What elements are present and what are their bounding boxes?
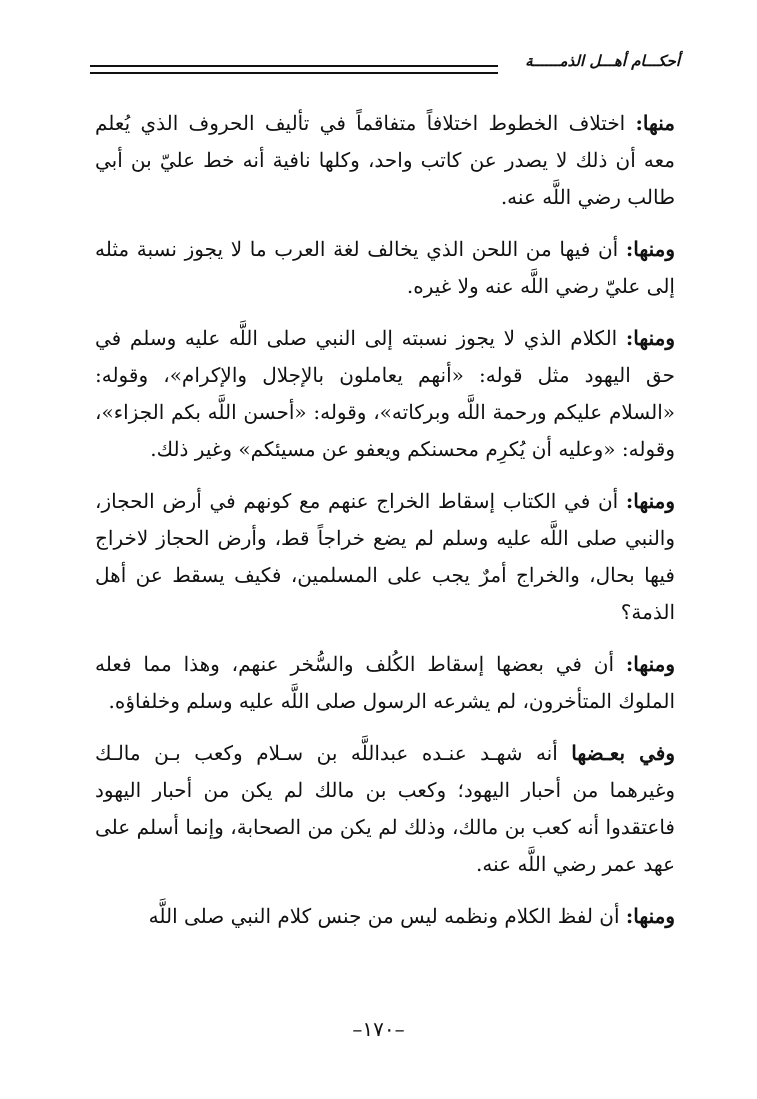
paragraph <box>95 646 675 720</box>
paragraph-text: أن فيها من اللحن الذي يخالف لغة العرب ما لا يجوز نسبة مثله إلى عليّ رضي اللَّه عنه ولا غيره. <box>95 237 675 298</box>
paragraph <box>95 231 675 305</box>
paragraph-text: اختلاف الخطوط اختلافاً متفاقماً في تأليف الحروف الذي يُعلم معه أن ذلك لا يصدر عن كاتب واحد، وكلها نافية أنه خط عليّ بن أبي طالب رضي اللَّه عنه. <box>95 111 675 209</box>
paragraph-lead: ومنها: <box>625 237 675 261</box>
header-double-rule <box>90 65 498 74</box>
paragraph-lead: ومنها: <box>625 652 675 676</box>
running-header <box>90 48 680 84</box>
paragraph-lead: وفي بعـضها <box>571 741 675 765</box>
paragraph-text: أن في الكتاب إسقاط الخراج عنهم مع كونهم في أرض الحجاز، والنبي صلى اللَّه عليه وسلم لم يضع خراجاً قط، وأرض الحجاز لاخراج فيها بحال، والخراج أمرٌ يجب على المسلمين، فكيف يسقط عن أهل الذمة؟ <box>95 489 675 624</box>
paragraph <box>95 735 675 883</box>
paragraph <box>95 320 675 468</box>
paragraph-text: أنه شهـد عنـده عبداللَّه بن سـلام وكعب بـن مالـك وغيرهما من أحبار اليهود؛ وكعب بن مالك لم يكن من أحبار اليهود فاعتقدوا أنه كعب بن مالك، وذلك لم يكن من الصحابة، وإنما أسلم على عهد عمر رضي اللَّه عنه. <box>95 741 675 876</box>
paragraph-text: أن في بعضها إسقاط الكُلف والسُّخر عنهم، وهذا مما فعله الملوك المتأخرون، لم يشرعه الرسول صلى اللَّه عليه وسلم وخلفاؤه. <box>95 652 675 713</box>
paragraph-lead: ومنها: <box>625 326 675 350</box>
paragraph <box>95 105 675 216</box>
header-title: أحكـــام أهـــل الذمــــــة <box>525 52 680 70</box>
paragraph-lead: ومنها: <box>625 489 675 513</box>
page-body <box>95 105 675 950</box>
paragraph-lead: ومنها: <box>625 904 675 928</box>
paragraph-lead: منها: <box>635 111 675 135</box>
paragraph-text: أن لفظ الكلام ونظمه ليس من جنس كلام النبي صلى اللَّه <box>148 904 626 928</box>
page-number: –١٧٠– <box>352 1017 405 1041</box>
paragraph <box>95 483 675 631</box>
paragraph <box>95 898 675 935</box>
paragraph-text: الكلام الذي لا يجوز نسبته إلى النبي صلى اللَّه عليه وسلم في حق اليهود مثل قوله: «أنهم يعاملون بالإجلال والإكرام»، وقوله: «السلام عليكم ورحمة اللَّه وبركاته»، وقوله: «أحسن اللَّه بكم الجزاء»، وقوله: «وعليه أن يُكرِم محسنكم ويعفو عن مسيئكم» وغير ذلك. <box>95 326 675 461</box>
